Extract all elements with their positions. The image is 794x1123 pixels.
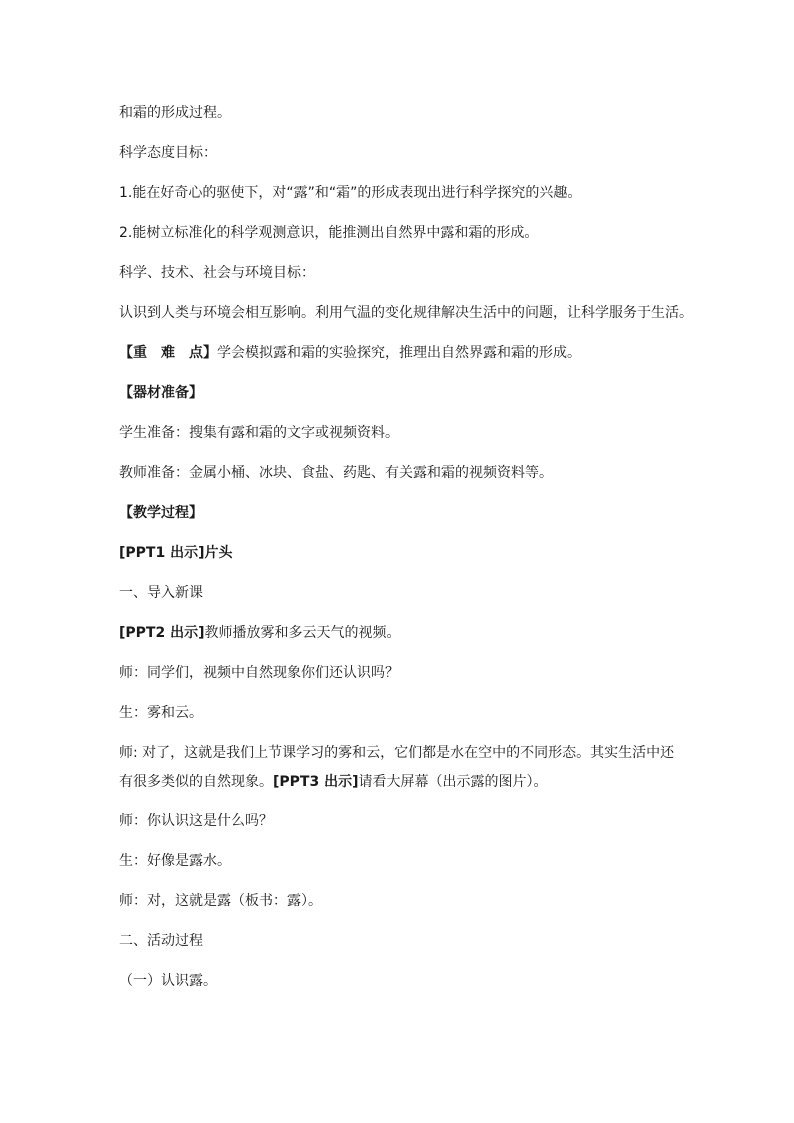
dialog-line: 生：好像是露水。 xyxy=(119,853,231,869)
dialog-text: 请看大屏幕（出示露的图片）。 xyxy=(358,774,548,790)
section-2-heading: 二、活动过程 xyxy=(119,933,203,949)
ppt2-line xyxy=(119,623,684,643)
text-line: 2.能树立标准化的科学观测意识，能推测出自然界中露和霜的形成。 xyxy=(119,225,539,241)
heading-sts-goals: 科学、技术、社会与环境目标： xyxy=(119,265,315,281)
dialog-line: 师：同学们，视频中自然现象你们还认识吗？ xyxy=(119,665,399,681)
heading-attitude-goals: 科学态度目标： xyxy=(119,145,217,161)
ppt3-tag: [PPT3 出示] xyxy=(273,774,359,790)
key-points-text: 学会模拟露和霜的实验探究，推理出自然界露和霜的形成。 xyxy=(217,345,581,361)
dialog-line: 师：对，这就是露（板书：露）。 xyxy=(119,893,322,909)
section-1-heading: 一、导入新课 xyxy=(119,585,203,601)
text-line: 1.能在好奇心的驱使下，对“露”和“霜”的形成表现出进行科学探究的兴趣。 xyxy=(119,185,582,201)
ppt1-tag: [PPT1 出示] xyxy=(119,545,205,561)
key-points-label: 【重 难 点】 xyxy=(119,345,217,361)
ppt1-text: 片头 xyxy=(204,545,233,561)
equipment-heading: 【器材准备】 xyxy=(119,385,203,401)
dialog-paragraph xyxy=(119,743,684,792)
text-line: 认识到人类与环境会相互影响。利用气温的变化规律解决生活中的问题，让科学服务于生活。 xyxy=(119,305,693,321)
dialog-line: 师：你认识这是什么吗？ xyxy=(119,813,273,829)
dialog-line: 生：雾和云。 xyxy=(119,705,203,721)
ppt1-line xyxy=(119,543,684,563)
student-prep-line: 学生准备：搜集有露和霜的文字或视频资料。 xyxy=(119,425,399,441)
dialog-text: 有很多类似的自然现象。 xyxy=(119,774,273,790)
process-heading: 【教学过程】 xyxy=(119,505,203,521)
ppt2-text: 教师播放雾和多云天气的视频。 xyxy=(204,625,401,641)
teacher-prep-line: 教师准备：金属小桶、冰块、食盐、药匙、有关露和霜的视频资料等。 xyxy=(119,465,553,481)
dialog-line: 师: 对了，这就是我们上节课学习的雾和云，它们都是水在空中的不同形态。其实生活中还 xyxy=(119,745,675,761)
text-line: 和霜的形成过程。 xyxy=(119,105,231,121)
subsection-1-heading: （一）认识露。 xyxy=(119,973,217,989)
ppt2-tag: [PPT2 出示] xyxy=(119,625,205,641)
key-points-line xyxy=(119,343,684,363)
dialog-line-continued xyxy=(119,772,684,792)
